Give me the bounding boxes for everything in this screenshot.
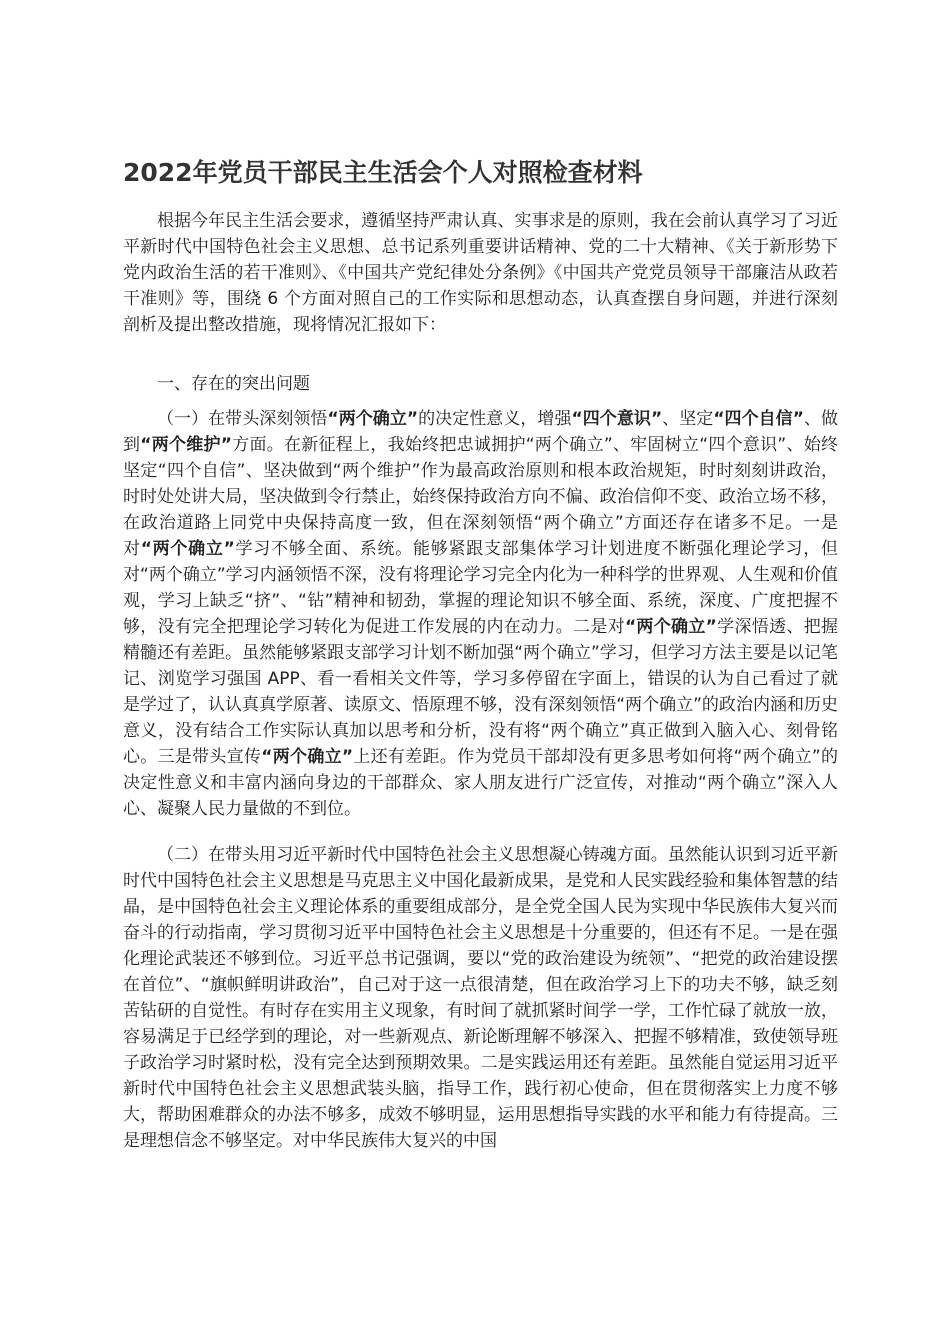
item-one-bold-phrase: “四个自信” [713,409,804,429]
item-one-text: 学深悟透、把握精髓还有差距。虽然能够紧跟支部学习计划不断加强“两个确立”学习，但学习方法主要是以记笔记、浏览学习强国 APP、看一看相关文件等，学习多停留在字面上，错误的认为自己看过了就是学过了，认认真真学原著、读原文、悟原理不够，没有深刻领悟“两个确立”的政治内涵和历史意义，没有结合工作实际认真加以思考和分析，没有将“两个确立”真正做到入脑入心、刻骨铭心。三是带头宣传 [123,617,839,767]
item-one-text: 学习不够全面、系统。能够紧跟支部集体学习计划进度不断强化理论学习，但对“两个确立”学习内涵领悟不深，没有将理论学习完全内化为一种科学的世界观、人生观和价值观，学习上缺乏“挤”、“钻”精神和韧劲，掌握的理论知识不够全面、系统，深度、广度把握不够，没有完全把理论学习转化为促进工作发展的内在动力。二是对 [123,539,839,637]
item-one-lead: （一）在带头深刻领悟 [157,409,328,429]
item-one-bold-phrase: “两个维护” [140,435,232,455]
item-one-bold-phrase: “两个确立” [327,409,419,429]
item-one-text: 方面。在新征程上，我始终把忠诚拥护“两个确立”、牢固树立“四个意识”、始终坚定“四个自信”、坚决做到“两个维护”作为最高政治原则和根本政治规矩，时时刻刻讲政治，时时处处讲大局，坚决做到令行禁止，始终保持政治方向不偏、政治信仰不变、政治立场不移，在政治道路上同党中央保持高度一致，但在深刻领悟“两个确立”方面还存在诸多不足。一是对 [123,435,838,559]
item-one-lead: 的决定性意义，增强 [418,409,572,429]
item-one-paragraph [123,406,838,822]
item-one-lead: 、坚定 [662,409,714,429]
item-one-bold-phrase: “四个意识” [571,409,663,429]
intro-paragraph: 根据今年民主生活会要求，遵循坚持严肃认真、实事求是的原则，我在会前认真学习了习近平新时代中国特色社会主义思想、总书记系列重要讲话精神、党的二十大精神、《关于新形势下党内政治生活的若干准则》、《中国共产党纪律处分条例》《中国共产党党员领导干部廉洁从政若干准则》等，围绕 6 个方面对照自己的工作实际和思想动态，认真查摆自身问题，并进行深刻剖析及提出整改措施，现将情况汇报如下： [123,211,838,335]
item-one-bold-phrase: “两个确立” [624,617,717,637]
document-title: 2022年党员干部民主生活会个人对照检查材料 [123,158,643,187]
item-one-bold-phrase: “两个确立” [140,539,235,559]
section-heading: 一、存在的突出问题 [157,374,310,394]
item-two-paragraph: （二）在带头用习近平新时代中国特色社会主义思想凝心铸魂方面。虽然能认识到习近平新时代中国特色社会主义思想是马克思主义中国化最新成果，是党和人民实践经验和集体智慧的结晶，是中国特色社会主义理论体系的重要组成部分，是全党全国人民为实现中华民族伟大复兴而奋斗的行动指南，学习贯彻习近平中国特色社会主义思想是十分重要的，但还有不足。一是在强化理论武装还不够到位。习近平总书记强调，要以“党的政治建设为统领”、“把党的政治建设摆在首位”、“旗帜鲜明讲政治”，自己对于这一点很清楚，但在政治学习上下的功夫不够，缺乏刻苦钻研的自觉性。有时存在实用主义现象，有时间了就抓紧时间学一学，工作忙碌了就放一放，容易满足于已经学到的理论，对一些新观点、新论断理解不够深入、把握不够精准，致使领导班子政治学习时紧时松，没有完全达到预期效果。二是实践运用还有差距。虽然能自觉运用习近平新时代中国特色社会主义思想武装头脑，指导工作，践行初心使命，但在贯彻落实上力度不够大，帮助困难群众的办法不够多，成效不够明显，运用思想指导实践的水平和能力有待提高。三是理想信念不够坚定。对中华民族伟大复兴的中国 [123,845,838,1151]
item-one-text: 上还有差距。作为党员干部却没有更多思考如何将“两个确立”的决定性意义和丰富内涵向身边的干部群众、家人朋友进行广泛宣传，对推动“两个确立”深入人心、凝聚人民力量做的不到位。 [123,747,838,819]
item-one-bold-phrase: “两个确立” [261,747,354,767]
item-one-lead: 、做到 [123,409,838,455]
